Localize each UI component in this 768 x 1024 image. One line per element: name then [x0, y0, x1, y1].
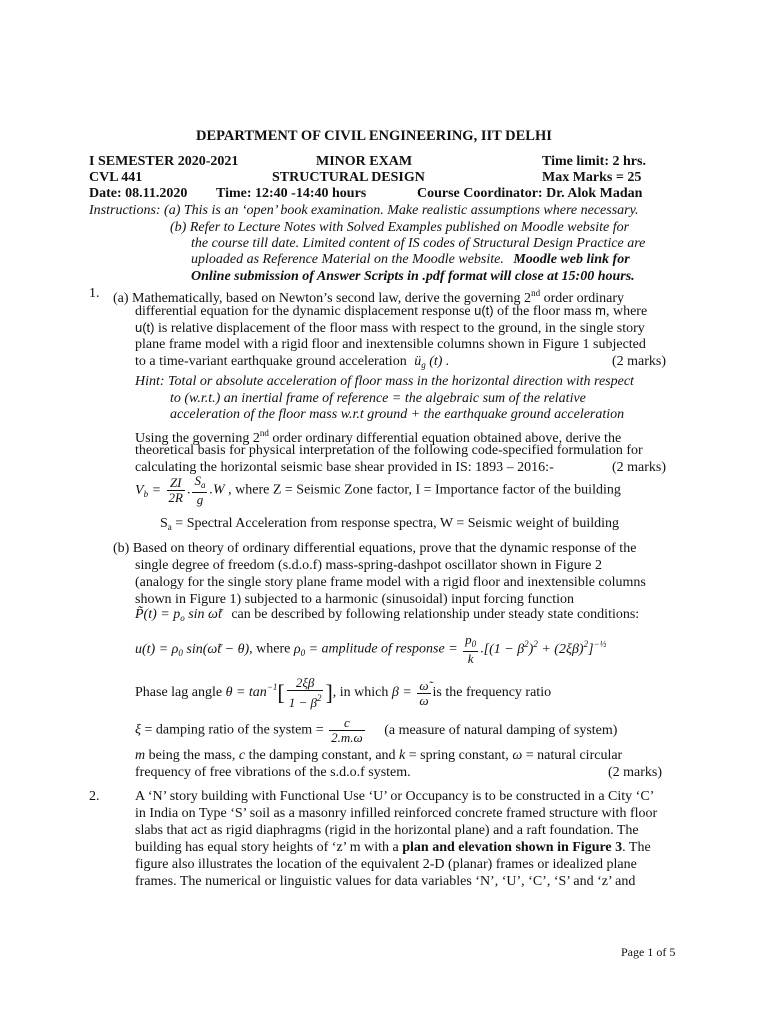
q1b-line2: single degree of freedom (s.d.o.f) mass-spring-dashpot oscillator shown in Figure 2 [135, 558, 602, 573]
figure3-reference: plan and elevation shown in Figure 3 [402, 840, 623, 855]
phase-lag-formula: Phase lag angle $\theta = \tan^{-1}$[ $\frac{2\xi\beta}{1 - \beta^2}$ ], in which β = $\frac{\omegã}{\omega}$ is the frequency ratio [135, 675, 552, 710]
time-label: Time: 12:40 -14:40 hours [216, 186, 367, 201]
hint-line3: acceleration of the floor mass w.r.t ground + the earthquake ground acceleration [170, 407, 625, 422]
hint-line2: to (w.r.t.) an inertial frame of reference = the algebraic sum of the relative [170, 391, 586, 406]
q1a-line1-text: (a) Mathematically, based on Newton’s second law, derive the governing 2 [113, 291, 532, 306]
q1a-ut-symbol: u(t) [474, 303, 494, 318]
using-sup-nd: nd [259, 428, 269, 438]
q1a-ut-symbol-2: u(t) [135, 320, 155, 335]
q1a-line2-end: , where [605, 304, 648, 319]
mass-definition-line1: m being the mass, c the damping constant, and k = spring constant, ω = natural circular [135, 748, 623, 763]
q1b-marks: (2 marks) [608, 765, 663, 780]
damping-note: (a measure of natural damping of system) [384, 722, 618, 738]
response-formula: $u(t) = \rho_0$ sin(ω̃t − θ), where $\rho_0$ = amplitude of response = $\frac{p_0}{k}$ $.[(1 - \beta^2)^2 + (2\xi\beta)^2]^{-\frac{1}{2}}$ [135, 632, 607, 666]
q2-line3: slabs that act as rigid diaphragms (rigid in the horizontal plane) and a raft foundation. The [135, 823, 639, 838]
q2-line2: in India on Type ‘S’ soil as a masonry infilled reinforced concrete framed structure with floor [135, 806, 658, 821]
instruction-b-line3 [191, 251, 630, 268]
page-title: DEPARTMENT OF CIVIL ENGINEERING, IIT DELHI [196, 128, 552, 144]
coordinator-label: Course Coordinator: Dr. Alok Madan [417, 186, 643, 201]
q1a-m-symbol: m [595, 303, 606, 318]
exam-type-label: MINOR EXAM [316, 154, 413, 169]
vb-description: , where Z = Seismic Zone factor, I = Importance factor of the building [224, 482, 621, 498]
q1a-using-line2: theoretical basis for physical interpretation of the following code-specified formulation for [135, 443, 643, 458]
course-code-label: CVL 441 [89, 170, 143, 185]
instruction-b-line1: (b) Refer to Lecture Notes with Solved Examples published on Moodle website for [170, 220, 630, 235]
q2-line6: frames. The numerical or linguistic values for data variables ‘N’, ‘U’, ‘C’, ‘S’ and ‘z’ and [135, 874, 636, 889]
q1a-line3-text: is relative displacement of the floor mass with respect to the ground, in the single story [154, 321, 645, 336]
instruction-b-line3-text: uploaded as Reference Material on the Moodle website. [191, 252, 504, 267]
max-marks-label: Max Marks = 25 [542, 170, 642, 185]
q1a-using-marks: (2 marks) [612, 460, 667, 475]
where-text: , where [249, 641, 291, 657]
q2-line4: building has equal story heights of ‘z’ m with a plan and elevation shown in Figure 3. The [135, 840, 651, 855]
q1a-line5 [135, 353, 449, 374]
q1b-line4: shown in Figure 1) subjected to a harmonic (sinusoidal) input forcing function [135, 592, 574, 607]
q1a-sup-nd: nd [531, 288, 541, 298]
in-which-text: , in which [332, 685, 389, 701]
q2-number: 2. [89, 789, 100, 804]
q1b-line3: (analogy for the single story plane frame model with a rigid floor and inextensible columns [135, 575, 646, 590]
mass-definition-line2: frequency of free vibrations of the s.d.o.f system. [135, 765, 411, 780]
q1a-line2-mid: of the floor mass [493, 304, 596, 319]
q1-number: 1. [89, 286, 100, 301]
instruction-b-line4: Online submission of Answer Scripts in .pdf format will close at 15:00 hours. [191, 269, 635, 284]
frequency-ratio-text: is the frequency ratio [432, 685, 552, 701]
q1a-line2 [135, 302, 647, 320]
q1b-line5-text: can be described by following relationship under steady state conditions: [231, 607, 640, 622]
q1a-line3 [135, 319, 645, 337]
instruction-b-line2: the course till date. Limited content of IS codes of Structural Design Practice are [191, 236, 646, 251]
sa-description: = Spectral Acceleration from response spectra, W = Seismic weight of building [171, 516, 620, 531]
using-text: Using the governing 2 [135, 431, 260, 446]
sa-definition: $S_a$ = Spectral Acceleration from response spectra, W = Seismic weight of building [160, 516, 620, 532]
q2-line1: A ‘N’ story building with Functional Use ‘U’ or Occupancy is to be constructed in a City ‘C’ [135, 789, 655, 804]
q2-line5: figure also illustrates the location of the equivalent 2-D (planar) frames or idealized plane [135, 857, 637, 872]
q1a-marks: (2 marks) [612, 354, 667, 369]
instruction-a: Instructions: (a) This is an ‘open’ book examination. Make realistic assumptions where necessary. [89, 203, 639, 218]
damping-formula: ξ = damping ratio of the system = $\frac{c}{2.m.\omega}$ (a measure of natural damping of system) [135, 715, 618, 745]
amplitude-text: amplitude of response [321, 641, 445, 657]
course-name-label: STRUCTURAL DESIGN [272, 170, 425, 185]
q1a-line1-end: order ordinary [540, 291, 625, 306]
q1a-line5-text: to a time-variant earthquake ground acceleration [135, 354, 407, 369]
using-text-end: order ordinary differential equation obtained above, derive the [268, 431, 622, 446]
moodle-link-text: Moodle web link for [513, 252, 630, 267]
phase-lag-label: Phase lag angle [135, 685, 223, 701]
q1a-line2-text: differential equation for the dynamic displacement response [135, 304, 475, 319]
q1b-line5 [135, 606, 639, 627]
base-shear-formula: $V_b$ = $\frac{ZI}{2R}$ . $\frac{S_a}{g}$ .W , where Z = Seismic Zone factor, I = Importance factor of the building [135, 473, 621, 507]
q1a-using-line3: calculating the horizontal seismic base shear provided in IS: 1893 – 2016:- [135, 460, 554, 475]
q1b-line1: (b) Based on theory of ordinary differential equations, prove that the dynamic response of the [113, 541, 637, 556]
ground-accel-symbol: $ü_g$ (t) . [414, 354, 450, 370]
hint-line1: Hint: Total or absolute acceleration of floor mass in the horizontal direction with respect [135, 374, 634, 389]
page-number: Page 1 of 5 [621, 945, 676, 959]
damping-text: = damping ratio of the system = [141, 722, 324, 738]
forcing-function-expr: P̃(t) = $p_o$ sin ω̃t [135, 607, 222, 623]
q1a-line4: plane frame model with a rigid floor and inextensible columns shown in Figure 1 subjected [135, 337, 646, 352]
time-limit-label: Time limit: 2 hrs. [542, 154, 646, 169]
date-label: Date: 08.11.2020 [89, 186, 188, 201]
semester-label: I SEMESTER 2020-2021 [89, 154, 239, 169]
